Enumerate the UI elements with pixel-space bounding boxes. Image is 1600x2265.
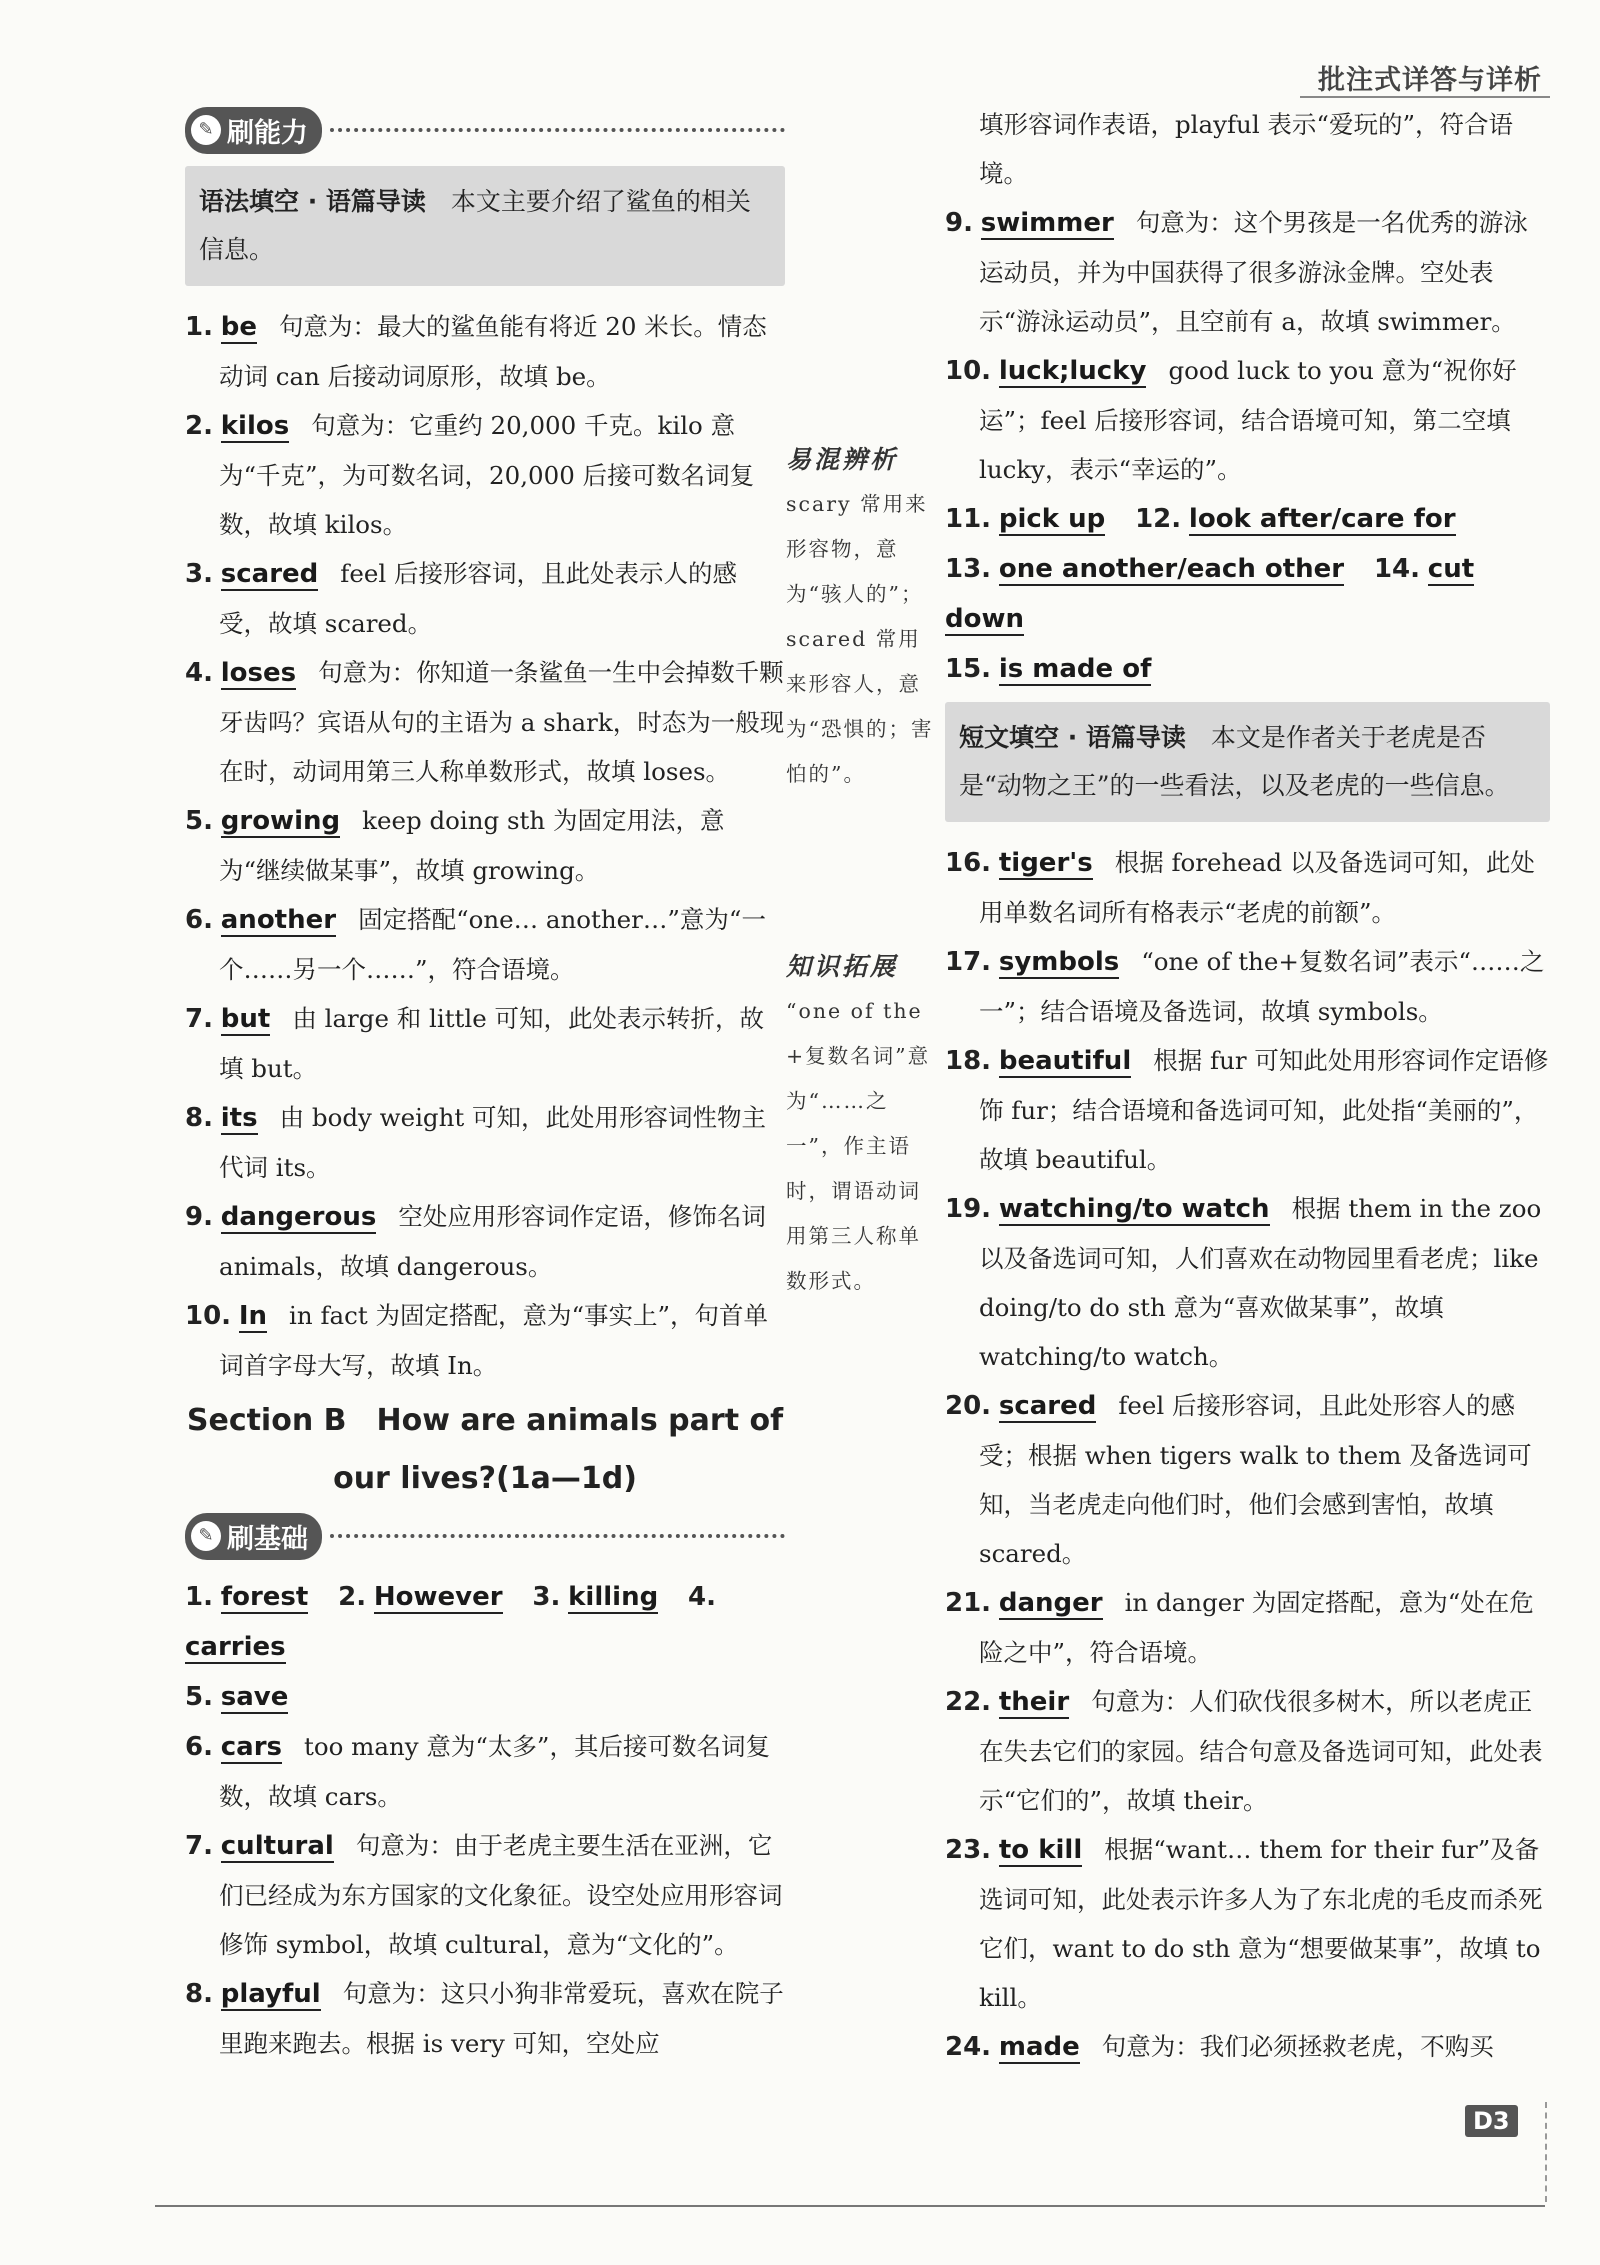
header-title: 批注式详答与详析: [1318, 65, 1542, 96]
answer-row: 13. one another/each other 14. cut down: [945, 554, 1475, 634]
edge-marker: [1545, 2102, 1547, 2202]
note-text: scary 常用来形容物，意为“骇人的”；scared 常用来形容人，意为“恐惧的；害怕的”。: [786, 492, 934, 786]
answer-list: [945, 198, 1550, 494]
answer-item: 1. be 句意为：最大的鲨鱼能有将近 20 米长。情态动词 can 后接动词原形，故填 be。: [185, 312, 767, 391]
header-rule: [1300, 96, 1550, 98]
answer-list: [185, 1672, 785, 2068]
left-column: [185, 100, 785, 2068]
answer-list: [185, 302, 785, 1390]
note-title: 知识拓展: [786, 952, 899, 981]
answer-item: 4. loses 句意为：你知道一条鲨鱼一生中会掉数千颗牙齿吗？宾语从句的主语为 a shark，时态为一般现在时，动词用第三人称单数形式，故填 loses。: [185, 658, 785, 786]
answer-item: 10. In in fact 为固定搭配，意为“事实上”，句首单词首字母大写，故填 In。: [185, 1301, 769, 1380]
bottom-rule: [155, 2205, 1545, 2207]
answer-item: 7. but 由 large 和 little 可知，此处表示转折，故填 but。: [185, 1004, 765, 1083]
note-text: “one of the +复数名词”意为“……之一”，作主语时，谓语动词用第三人称单数形式。: [786, 999, 931, 1293]
note-title: 易混辨析: [786, 445, 899, 474]
answer-item: 17. symbols “one of the+复数名词”表示“……之一”；结合语境及备选词，故填 symbols。: [945, 947, 1545, 1026]
answer-item: 7. cultural 句意为：由于老虎主要生活在亚洲，它们已经成为东方国家的文化象征。设空处应用形容词修饰 symbol，故填 cultural，意为“文化的”。: [185, 1831, 783, 1959]
answer-item: 5. save: [185, 1682, 289, 1712]
answer-item: 18. beautiful 根据 fur 可知此处用形容词作定语修饰 fur；结合语境和备选词可知，此处指“美丽的”，故填 beautiful。: [945, 1046, 1549, 1174]
guide-box: 语法填空 · 语篇导读 本文主要介绍了鲨鱼的相关信息。: [185, 166, 785, 286]
brush-icon: ✎: [191, 115, 221, 145]
answer-item: 3. scared feel 后接形容词，且此处表示人的感受，故填 scared。: [185, 559, 737, 638]
answer-item: 10. luck;lucky good luck to you 意为“祝你好运”；feel 后接形容词，结合语境可知，第二空填 lucky，表示“幸运的”。: [945, 356, 1517, 484]
dotted-divider: [330, 128, 785, 132]
answer-item: 6. another 固定搭配“one… another…”意为“一个……另一个……”，符合语境。: [185, 905, 766, 984]
section-title: Section B How are animals part of: [186, 1403, 784, 1438]
dotted-divider: [330, 1534, 785, 1538]
answer-row: 1. forest 2. However 3. killing 4. carries: [185, 1582, 716, 1662]
answer-item: 20. scared feel 后接形容词，且此处形容人的感受；根据 when tigers walk to them 及备选词可知，当老虎走向他们时，他们会感到害怕，故填 scared。: [945, 1391, 1532, 1568]
right-column: [945, 100, 1550, 2072]
answer-item: 23. to kill 根据“want… them for their fur”及备选词可知，此处表示许多人为了东北虎的毛皮而杀死它们，want to do sth 意为“想要做某事”，故填 to kill。: [945, 1835, 1543, 2012]
answer-item: 6. cars too many 意为“太多”，其后接可数名词复数，故填 cars。: [185, 1732, 770, 1811]
ability-badge: ✎ 刷能力: [185, 104, 785, 156]
answer-item: 2. kilos 句意为：它重约 20,000 千克。kilo 意为“千克”，为可数名词，20,000 后接可数名词复数，故填 kilos。: [185, 411, 755, 539]
answer-item: 9. dangerous 空处应用形容词作定语，修饰名词 animals，故填 dangerous。: [185, 1202, 766, 1281]
answer-item: 5. growing keep doing sth 为固定用法，意为“继续做某事”，故填 growing。: [185, 806, 725, 885]
answer-item: 8. playful 句意为：这只小狗非常爱玩，喜欢在院子里跑来跑去。根据 is very 可知，空处应: [185, 1979, 784, 2058]
continuation-text: 填形容词作表语，playful 表示“爱玩的”，符合语境。: [979, 110, 1513, 188]
side-notes: [786, 440, 936, 1304]
answer-item: 22. their 句意为：人们砍伐很多树木，所以老虎正在失去它们的家园。结合句意及备选词可知，此处表示“它们的”，故填 their。: [945, 1687, 1543, 1815]
answer-row: 15. is made of: [945, 654, 1152, 684]
basic-badge: ✎ 刷基础: [185, 1510, 785, 1562]
answer-item: 21. danger in danger 为固定搭配，意为“处在危险之中”，符合语境。: [945, 1588, 1534, 1667]
answer-item: 16. tiger's 根据 forehead 以及备选词可知，此处用单数名词所有格表示“老虎的前额”。: [945, 848, 1535, 927]
page-number: D3: [1465, 2105, 1518, 2137]
answer-item: 24. made 句意为：我们必须拯救老虎，不购买: [945, 2032, 1494, 2062]
answer-list: [945, 838, 1550, 2072]
guide-box: 短文填空 · 语篇导读 本文是作者关于老虎是否是“动物之王”的一些看法，以及老虎的一些信息。: [945, 702, 1550, 822]
answer-item: 8. its 由 body weight 可知，此处用形容词性物主代词 its。: [185, 1103, 767, 1182]
answer-row: 11. pick up 12. look after/care for: [945, 504, 1456, 534]
answer-item: 9. swimmer 句意为：这个男孩是一名优秀的游泳运动员，并为中国获得了很多游泳金牌。空处表示“游泳运动员”，且空前有 a，故填 swimmer。: [945, 208, 1528, 336]
section-subtitle: our lives?(1a—1d): [333, 1461, 637, 1496]
answer-item: 19. watching/to watch 根据 them in the zoo 以及备选词可知，人们喜欢在动物园里看老虎；like doing/to do sth 意为“喜欢做某事”，故填 watching/to watch。: [945, 1194, 1542, 1371]
brush-icon: ✎: [191, 1521, 221, 1551]
